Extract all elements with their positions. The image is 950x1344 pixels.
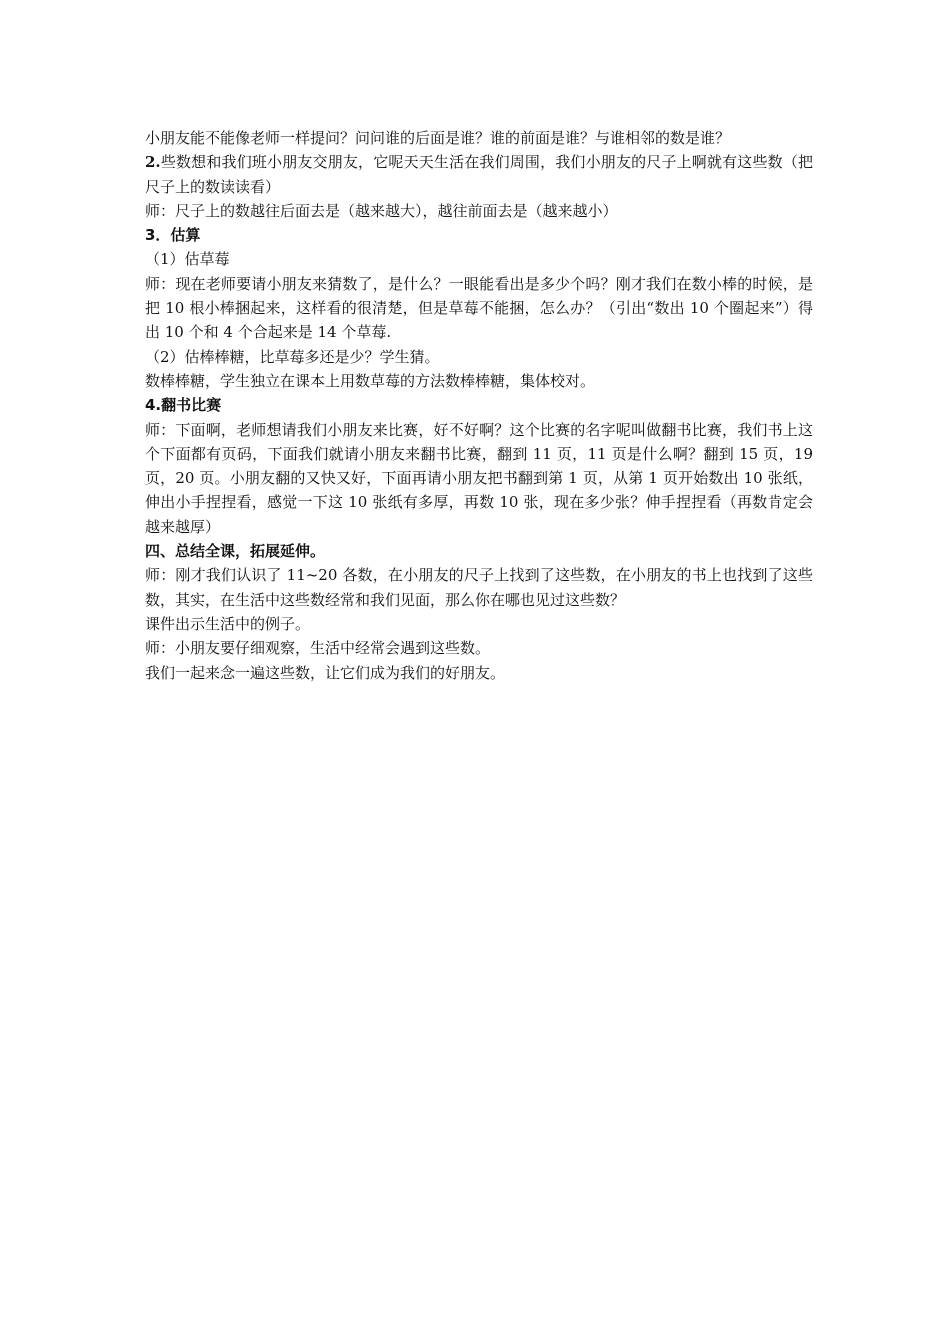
paragraph-text: （1）估草莓 (145, 250, 230, 269)
paragraph-text: 数棒棒糖，学生独立在课本上用数草莓的方法数棒棒糖，集体校对。 (145, 371, 596, 390)
document-body (145, 126, 813, 685)
paragraph-ruler-numbers (145, 150, 813, 199)
paragraph-ruler-order (145, 199, 813, 223)
paragraph-text: 师：刚才我们认识了 11~20 各数，在小朋友的尺子上找到了这些数，在小朋友的书上也找到了这些数，其实，在生活中这些数经常和我们见面，那么你在哪也见过这些数？ (145, 566, 813, 609)
heading-summary (145, 539, 813, 563)
paragraph-ask-questions (145, 126, 813, 150)
heading-text: 四、总结全课，拓展延伸。 (145, 542, 326, 561)
heading-text: 4.翻书比赛 (145, 396, 222, 415)
paragraph-text: 师：尺子上的数越往后面去是（越来越大），越往前面去是（越来越小） (145, 201, 618, 220)
paragraph-text: 我们一起来念一遍这些数，让它们成为我们的好朋友。 (145, 663, 506, 682)
paragraph-text: 师：现在老师要请小朋友来猜数了，是什么？一眼能看出是多少个吗？刚才我们在数小棒的时候，是把 10 根小棒捆起来，这样看的很清楚，但是草莓不能捆，怎么办？（引出“数出 10 个圈起来”）得出 10 个和 4 个合起来是 14 个草莓. (145, 274, 813, 342)
paragraph-guess-numbers (145, 272, 813, 345)
paragraph-text: 些数想和我们班小朋友交朋友，它呢天天生活在我们周围，我们小朋友的尺子上啊就有这些数（把尺子上的数读读看） (145, 153, 813, 196)
paragraph-text: 小朋友能不能像老师一样提问？问问谁的后面是谁？谁的前面是谁？与谁相邻的数是谁？ (145, 129, 731, 147)
heading-estimation (145, 223, 813, 247)
paragraph-text: （2）估棒棒糖，比草莓多还是少？学生猜。 (145, 347, 440, 366)
paragraph-observe (145, 636, 813, 660)
paragraph-count-lollipop (145, 369, 813, 393)
paragraph-courseware (145, 612, 813, 636)
paragraph-summary (145, 563, 813, 612)
paragraph-text: 师：小朋友要仔细观察，生活中经常会遇到这些数。 (145, 639, 491, 658)
paragraph-estimate-lollipop (145, 345, 813, 369)
heading-page-flipping (145, 393, 813, 417)
paragraph-text: 课件出示生活中的例子。 (145, 614, 311, 633)
paragraph-estimate-strawberry (145, 247, 813, 271)
paragraph-recite (145, 661, 813, 685)
heading-text: 3．估算 (145, 226, 201, 245)
paragraph-text: 师：下面啊，老师想请我们小朋友来比赛，好不好啊？这个比赛的名字呢叫做翻书比赛，我们书上这个下面都有页码，下面我们就请小朋友来翻书比赛，翻到 11 页，11 页是什么啊？翻到 15 页，19 页，20 页。小朋友翻的又快又好，下面再请小朋友把书翻到第 1 页，从第 1 页开始数出 10 张纸，伸出小手捏捏看，感觉一下这 10 张纸有多厚，再数 10 张，现在多少张？伸手捏捏看（再数肯定会越来越厚） (145, 420, 813, 536)
item-number: 2. (145, 153, 161, 172)
paragraph-page-flipping (145, 418, 813, 539)
